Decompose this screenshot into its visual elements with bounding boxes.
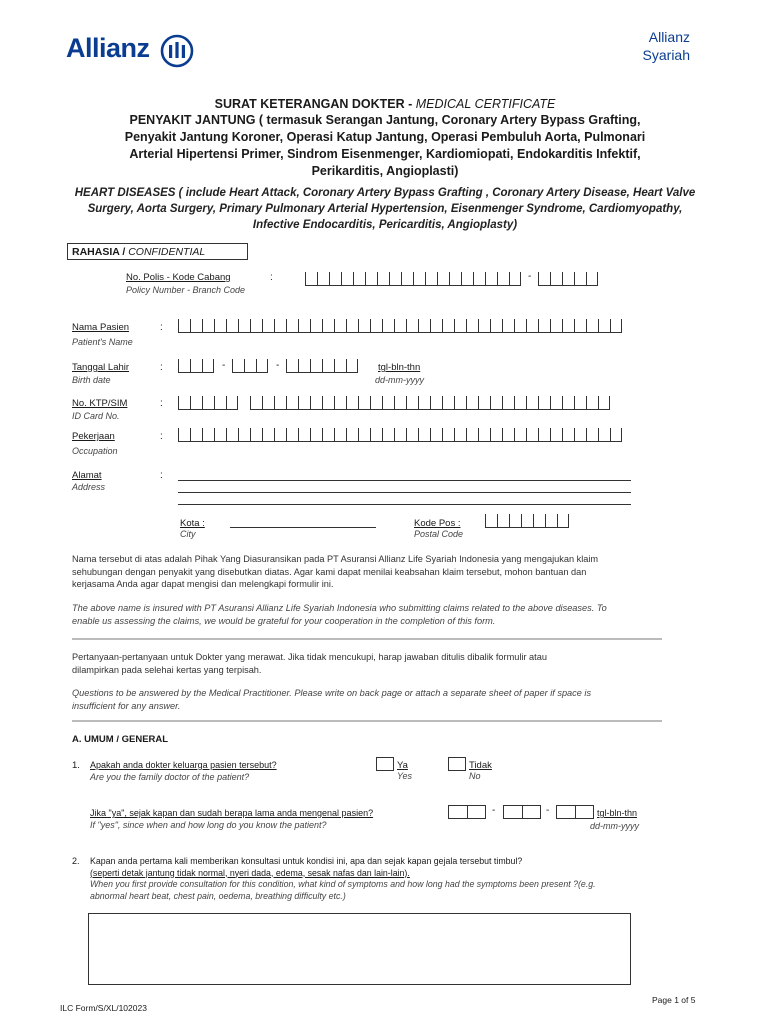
since-date-format-sub: dd-mm-yyyy xyxy=(590,821,639,831)
address-line-2[interactable] xyxy=(178,492,631,493)
yes-label: Ya xyxy=(397,760,408,771)
question-2-answer-box[interactable] xyxy=(88,913,631,985)
question-2 xyxy=(90,856,690,902)
brand-line-2: Syariah xyxy=(642,47,690,63)
postal-code-sublabel: Postal Code xyxy=(414,529,464,539)
since-month-input[interactable] xyxy=(503,805,541,819)
address-sublabel: Address xyxy=(72,482,106,492)
date-format-sublabel: dd-mm-yyyy xyxy=(375,375,424,385)
policy-number-sublabel: Policy Number - Branch Code xyxy=(126,285,246,295)
city-label: Kota : xyxy=(180,518,205,529)
id-card-sublabel: ID Card No. xyxy=(72,411,120,421)
instruction-id-line-2: dilampirkan pada selehai kertas yang terpisah. xyxy=(72,664,262,675)
patient-name-label: Nama Pasien xyxy=(72,322,130,333)
intro-paragraph-en xyxy=(72,602,702,627)
since-year-input[interactable] xyxy=(556,805,594,819)
colon: : xyxy=(270,272,273,283)
occupation-label: Pekerjaan xyxy=(72,431,115,442)
intro-id-line-2: sehubungan dengan penyakit yang disebutkan diatas. Agar kami dapat menilai keabsahan klaim tersebut, mohon bantuan dan xyxy=(72,566,587,577)
question-1b-text: Jika "ya", sejak kapan dan sudah berapa lama anda mengenal pasien? xyxy=(90,808,374,818)
form-code: ILC Form/S/XL/102023 xyxy=(60,1003,147,1013)
intro-paragraph-id xyxy=(72,553,702,591)
since-date-format: tgl-bln-thn xyxy=(597,808,638,818)
occupation-sublabel: Occupation xyxy=(72,446,118,456)
colon: : xyxy=(160,470,163,481)
brand-line-1: Allianz xyxy=(648,29,690,45)
dash: - xyxy=(546,805,550,816)
birth-month-input[interactable] xyxy=(232,359,268,373)
title-en-line-1: HEART DISEASES ( include Heart Attack, Coronary Artery Bypass Grafting , Coronary Artery Disease, Heart Valve xyxy=(74,187,696,199)
page-number: Page 1 of 5 xyxy=(652,995,696,1005)
policy-number-label: No. Polis - Kode Cabang xyxy=(126,272,231,283)
city-input[interactable] xyxy=(230,527,376,528)
question-1-text: Apakah anda dokter keluarga pasien tersebut? xyxy=(90,760,277,770)
allianz-logo-text: Allianz xyxy=(66,33,150,63)
question-2-en-line-2: abnormal heart beat, chest pain, oedema, breathing difficulty etc.) xyxy=(90,890,346,901)
birth-year-input[interactable] xyxy=(286,359,358,373)
title-en-line-3: Infective Endocarditis, Pericarditis, Angioplasty) xyxy=(252,219,518,231)
birth-date-label: Tanggal Lahir xyxy=(72,362,130,373)
since-day-input[interactable] xyxy=(448,805,486,819)
date-format-label: tgl-bln-thn xyxy=(378,362,421,373)
colon: : xyxy=(160,398,163,409)
dash: - xyxy=(528,271,532,282)
title-line-4: Arterial Hipertensi Primer, Sindrom Eisenmenger, Kardiomiopati, Endokarditis Infektif, xyxy=(129,147,641,161)
intro-id-line-3: kerjasama Anda agar dapat mengisi dan melengkapi formulir ini. xyxy=(72,579,334,589)
dash: - xyxy=(222,360,226,371)
question-1b-text-en: If "yes", since when and how long do you know the patient? xyxy=(90,820,327,830)
document-title xyxy=(40,97,730,233)
brand-allianz-syariah xyxy=(643,28,690,64)
instruction-en-line-1: Questions to be answered by the Medical Practitioner. Please write on back page or attach a separate sheet of paper if space is xyxy=(72,688,592,698)
dash: - xyxy=(492,805,496,816)
colon: : xyxy=(160,431,163,442)
intro-en-line-1: The above name is insured with PT Asuransi Allianz Life Syariah Indonesia who submitting claims related to the above diseases. To xyxy=(72,603,607,613)
birth-date-sublabel: Birth date xyxy=(72,375,111,385)
intro-en-line-2: enable us assessing the claims, we would be grateful for your cooperation in the completion of this form. xyxy=(72,615,496,626)
address-label: Alamat xyxy=(72,470,102,481)
no-sublabel: No xyxy=(469,771,481,781)
question-2-line-2: (seperti detak jantung tidak normal, nyeri dada, edema, sesak nafas dan lain-lain). xyxy=(90,867,410,878)
city-sublabel: City xyxy=(180,529,196,539)
section-a-heading: A. UMUM / GENERAL xyxy=(72,734,169,745)
dash: - xyxy=(276,360,280,371)
allianz-eagle-icon xyxy=(160,34,194,73)
branch-code-input[interactable] xyxy=(538,272,598,286)
no-label: Tidak xyxy=(469,760,492,771)
intro-id-line-1: Nama tersebut di atas adalah Pihak Yang Diasuransikan pada PT Asuransi Allianz Life Syariah Indonesia yang mengajukan klaim xyxy=(72,554,599,564)
yes-sublabel: Yes xyxy=(397,771,413,781)
patient-name-sublabel: Patient's Name xyxy=(72,337,133,347)
question-2-line-1: Kapan anda pertama kali memberikan konsultasi untuk kondisi ini, apa dan sejak kapan gejala tersebut timbul? xyxy=(90,856,523,866)
instruction-en-line-2: insufficient for any answer. xyxy=(72,700,181,711)
id-card-label: No. KTP/SIM xyxy=(72,398,128,409)
title-id: SURAT KETERANGAN DOKTER - xyxy=(214,97,416,111)
address-line-1[interactable] xyxy=(178,480,631,481)
no-checkbox[interactable] xyxy=(448,757,466,771)
confidential-box xyxy=(67,243,248,260)
separator-line xyxy=(72,638,662,640)
postal-code-input[interactable] xyxy=(485,514,569,528)
instruction-id-line-1: Pertanyaan-pertanyaan untuk Dokter yang merawat. Jika tidak mencukupi, harap jawaban ditulis dibalik formulir atau xyxy=(72,652,547,662)
title-en: MEDICAL CERTIFICATE xyxy=(415,97,556,111)
question-1-number: 1. xyxy=(72,760,80,771)
instruction-paragraph-id xyxy=(72,651,702,676)
instruction-paragraph-en xyxy=(72,687,702,712)
yes-checkbox[interactable] xyxy=(376,757,394,771)
separator-line xyxy=(72,720,662,722)
postal-code-label: Kode Pos : xyxy=(414,518,461,529)
question-2-en-line-1: When you first provide consultation for this condition, what kind of symptoms and how long had the symptoms been present ?(e.g. xyxy=(90,879,596,889)
confidential-label: RAHASIA / xyxy=(72,246,129,258)
address-line-3[interactable] xyxy=(178,504,631,505)
confidential-label-en: CONFIDENTIAL xyxy=(128,246,206,258)
colon: : xyxy=(160,322,163,333)
title-line-3: Penyakit Jantung Koroner, Operasi Katup Jantung, Operasi Pembuluh Aorta, Pulmonari xyxy=(124,130,646,144)
title-line-5: Perikarditis, Angioplasti) xyxy=(311,164,459,178)
question-2-number: 2. xyxy=(72,856,80,866)
policy-number-input[interactable] xyxy=(305,272,521,286)
colon: : xyxy=(160,362,163,373)
title-line-2: PENYAKIT JANTUNG ( termasuk Serangan Jantung, Coronary Artery Bypass Grafting, xyxy=(129,113,641,127)
id-card-input-2[interactable] xyxy=(250,396,610,410)
question-1-text-en: Are you the family doctor of the patient? xyxy=(90,772,250,782)
patient-name-input[interactable] xyxy=(178,319,622,333)
id-card-input-1[interactable] xyxy=(178,396,238,410)
title-en-line-2: Surgery, Aorta Surgery, Primary Pulmonary Arterial Hypertension, Eisenmenger Syndrome, Cardiomyopathy, xyxy=(87,203,683,215)
birth-day-input[interactable] xyxy=(178,359,214,373)
occupation-input[interactable] xyxy=(178,428,622,442)
